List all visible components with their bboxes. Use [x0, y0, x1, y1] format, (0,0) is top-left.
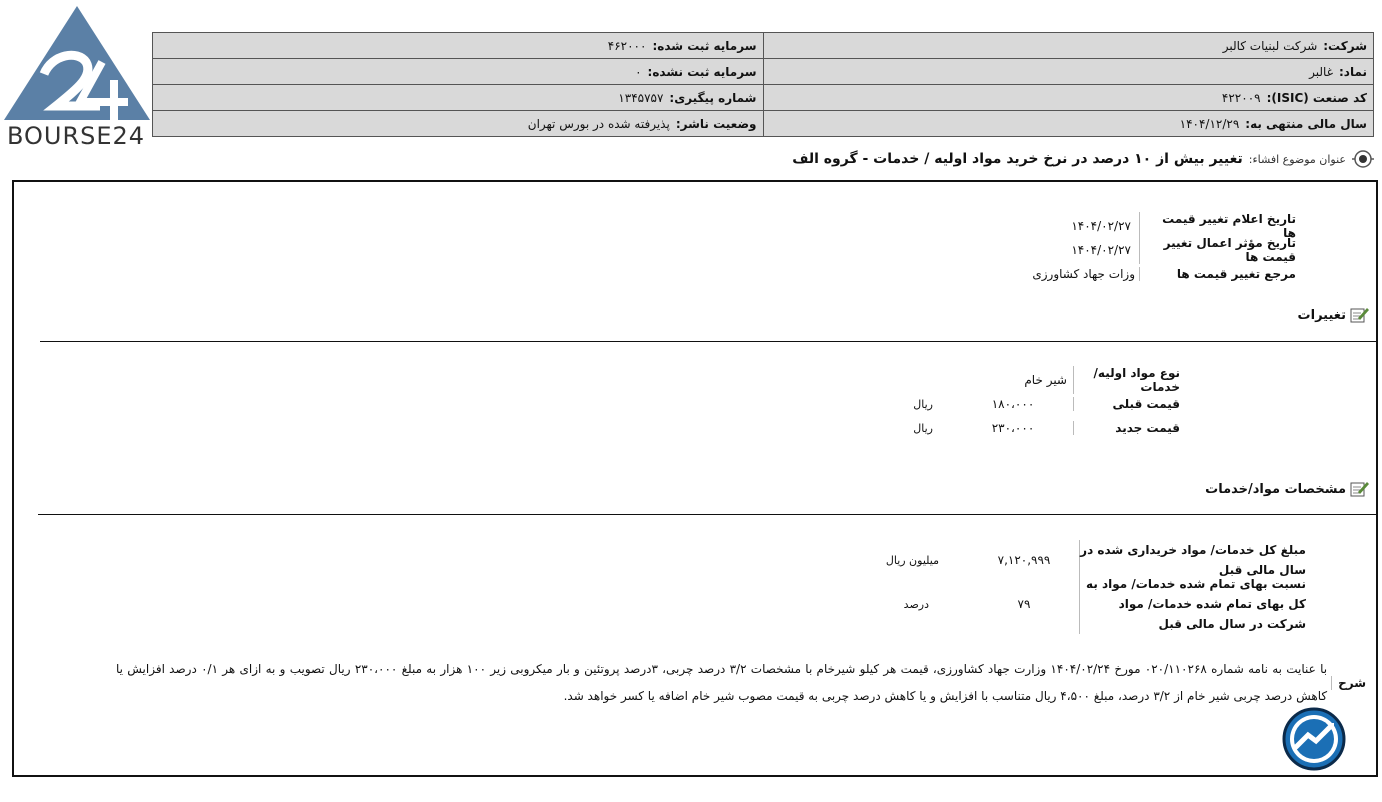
description-text: با عنایت به نامه شماره ۰۲۰/۱۱۰۲۶۸ مورخ ۱۴۰۴/۰۲/۲۴ وزارت جهاد کشاورزی، قیمت هر کیلو شیرخام با مشخصات ۳/۲ درصد چربی، ۳درصد پروتئین و بار میکروبی زیر ۱۰۰ هزار به مبلغ ۲۳۰،۰۰۰ ریال تصویب و به ازای هر ۰/۱ درصد افزایش یا کاهش درصد چربی شیر خام از ۳/۲ درصد، مبلغ ۴،۵۰۰ ریال متناسب با افزایش و یا کاهش درصد چربی به قیمت مصوب شیر خام اضافه یا کسر خواهد شد.: [116, 662, 1328, 703]
unregistered-capital-value: ۰: [635, 64, 642, 79]
registered-capital-label: سرمایه ثبت شده:: [652, 38, 757, 53]
reference-row: [1032, 262, 1296, 286]
effective-date-row: [1032, 238, 1296, 262]
reference-label: مرجع تغییر قیمت ها: [1139, 267, 1296, 281]
announce-date-label: تاریخ اعلام تغییر قیمت ها: [1139, 212, 1296, 240]
symbol-label: نماد:: [1338, 64, 1367, 79]
publisher-status-value: پذیرفته شده در بورس تهران: [527, 116, 670, 131]
changes-title-text: تغییرات: [1297, 307, 1346, 323]
prev-price-value: ۱۸۰،۰۰۰: [991, 397, 1035, 411]
tracking-number-value: ۱۳۴۵۷۵۷: [618, 90, 664, 105]
description-block: [116, 656, 1366, 710]
unregistered-capital-label: سرمایه ثبت نشده:: [647, 64, 757, 79]
topic-value: تغییر بیش از ۱۰ درصد در نرخ خرید مواد اولیه / خدمات - گروه الف: [792, 151, 1243, 167]
new-price-row: [620, 416, 1180, 440]
company-label: شرکت:: [1323, 38, 1367, 53]
isic-value: ۴۲۲۰۰۹: [1221, 90, 1261, 105]
effective-date-label: تاریخ مؤثر اعمال تغییر قیمت ها: [1139, 236, 1296, 264]
tracking-number-label: شماره پیگیری:: [669, 90, 757, 105]
prev-price-label: قیمت قبلی: [1073, 397, 1180, 411]
topic-label: عنوان موضوع افشاء:: [1248, 152, 1346, 166]
company-value: شرکت لبنیات کالبر: [1222, 38, 1318, 53]
publisher-status-label: وضعیت ناشر:: [675, 116, 757, 131]
new-price-unit: ریال: [913, 421, 933, 435]
info-row: [153, 59, 1374, 85]
registered-capital-value: ۴۶۲۰۰۰: [607, 38, 647, 53]
specs-section-title: [1205, 480, 1370, 498]
info-row: [153, 33, 1374, 59]
symbol-value: غالبر: [1309, 64, 1333, 79]
material-type-label: نوع مواد اولیه/خدمات: [1073, 366, 1180, 394]
info-row: [153, 85, 1374, 111]
price-change-dates: [1032, 214, 1296, 286]
cost-ratio-unit: درصد: [903, 597, 929, 611]
cost-ratio-row: [766, 577, 1306, 631]
announce-date-row: [1032, 214, 1296, 238]
isic-label: کد صنعت (ISIC):: [1266, 90, 1367, 105]
effective-date-value: ۱۴۰۴/۰۲/۲۷: [1071, 243, 1131, 257]
announce-date-value: ۱۴۰۴/۰۲/۲۷: [1071, 219, 1131, 233]
target-icon: [1352, 148, 1374, 170]
disclosure-topic: [792, 148, 1374, 170]
logo-text: BOURSE24: [6, 122, 146, 150]
codal-chart-icon: [1282, 707, 1346, 771]
info-row: [153, 111, 1374, 137]
company-info-table: [152, 32, 1374, 137]
new-price-label: قیمت جدید: [1073, 421, 1180, 435]
total-purchase-value: ۷,۱۲۰,۹۹۹: [997, 553, 1051, 567]
divider: [38, 514, 1376, 515]
material-block: [620, 368, 1180, 440]
prev-price-unit: ریال: [913, 397, 933, 411]
edit-icon: [1350, 480, 1370, 498]
edit-icon: [1350, 306, 1370, 324]
changes-section-title: [1298, 306, 1370, 324]
fiscal-year-label: سال مالی منتهی به:: [1245, 116, 1367, 131]
cost-ratio-value: ۷۹: [1017, 597, 1031, 611]
cost-ratio-label: نسبت بهای تمام شده خدمات/ مواد به کل بهای تمام شده خدمات/ مواد شرکت در سال مالی قبل: [1079, 574, 1306, 634]
new-price-value: ۲۳۰،۰۰۰: [991, 421, 1035, 435]
total-purchase-label: مبلغ کل خدمات/ مواد خریداری شده در سال مالی قبل: [1079, 540, 1306, 580]
specs-title-text: مشخصات مواد/خدمات: [1205, 481, 1346, 497]
description-label: شرح: [1331, 676, 1366, 690]
disclosure-frame: [12, 180, 1378, 777]
fiscal-year-value: ۱۴۰۴/۱۲/۲۹: [1179, 116, 1240, 131]
specs-block: [766, 538, 1306, 631]
prev-price-row: [620, 392, 1180, 416]
material-type-row: [620, 368, 1180, 392]
reference-value: وزات جهاد کشاورزی: [1032, 267, 1135, 281]
total-purchase-unit: میلیون ریال: [885, 553, 939, 567]
divider: [40, 341, 1376, 342]
material-type-value: شیر خام: [1024, 373, 1067, 387]
